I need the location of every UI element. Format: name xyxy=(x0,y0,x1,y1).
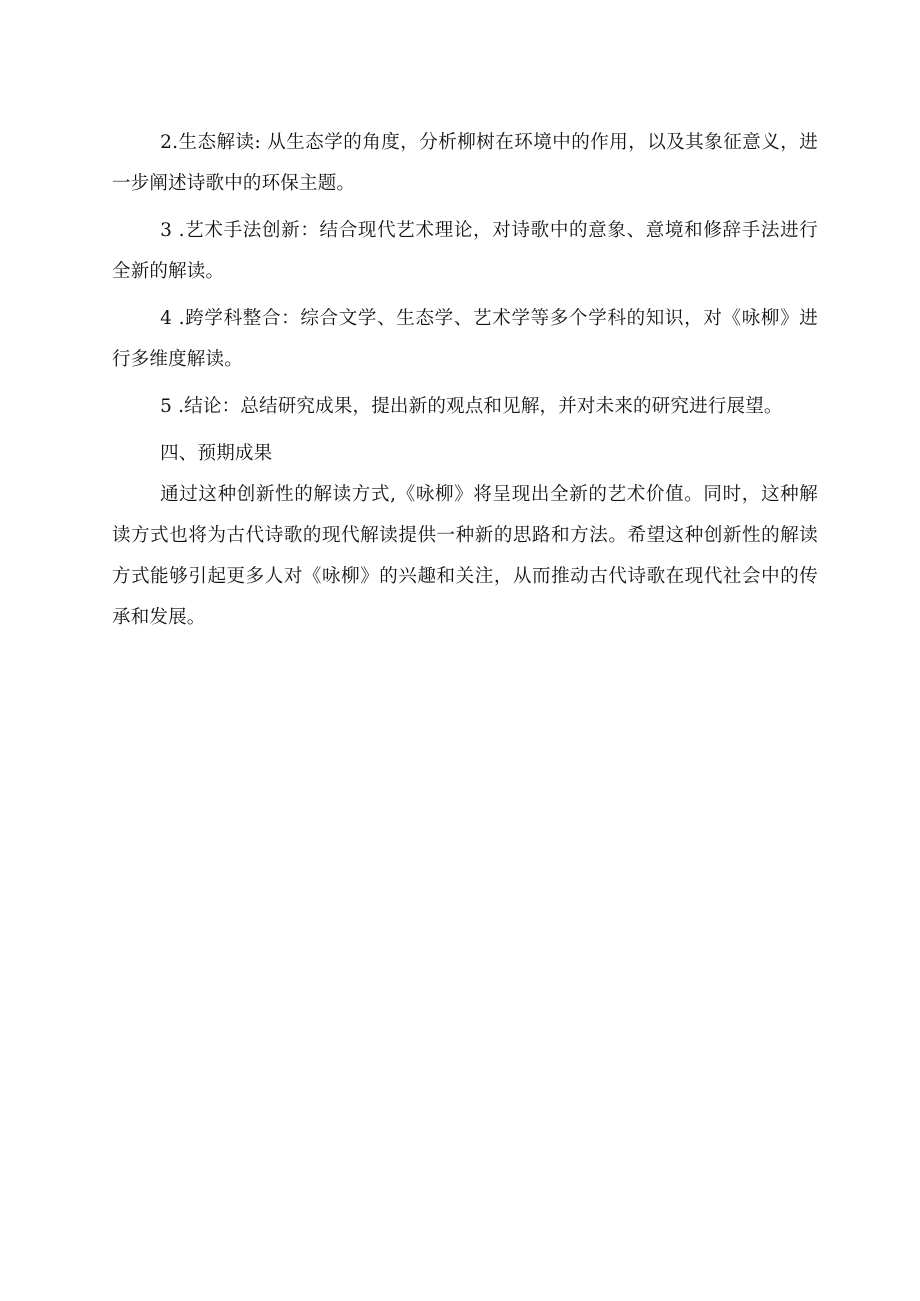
section-heading-expected-results: 四、预期成果 xyxy=(160,443,273,464)
paragraph-interdisciplinary: 4 .跨学科整合：综合文学、生态学、艺术学等多个学科的知识，对《咏柳》进行多维度解读。 xyxy=(112,308,818,370)
paragraph-conclusion: 5 .结论：总结研究成果，提出新的观点和见解，并对未来的研究进行展望。 xyxy=(160,396,783,417)
paragraph-ecological-reading: 2.生态解读: 从生态学的角度，分析柳树在环境中的作用，以及其象征意义，进一步阐述诗歌中的环保主题。 xyxy=(112,132,818,194)
paragraph-closing: 通过这种创新性的解读方式,《咏柳》将呈现出全新的艺术价值。同时，这种解读方式也将为古代诗歌的现代解读提供一种新的思路和方法。希望这种创新性的解读方式能够引起更多人对《咏柳》的兴趣和关注，从而推动古代诗歌在现代社会中的传承和发展。 xyxy=(112,484,818,628)
paragraph-artistic-innovation: 3 .艺术手法创新：结合现代艺术理论，对诗歌中的意象、意境和修辞手法进行全新的解读。 xyxy=(112,220,818,282)
document-body xyxy=(112,122,818,644)
